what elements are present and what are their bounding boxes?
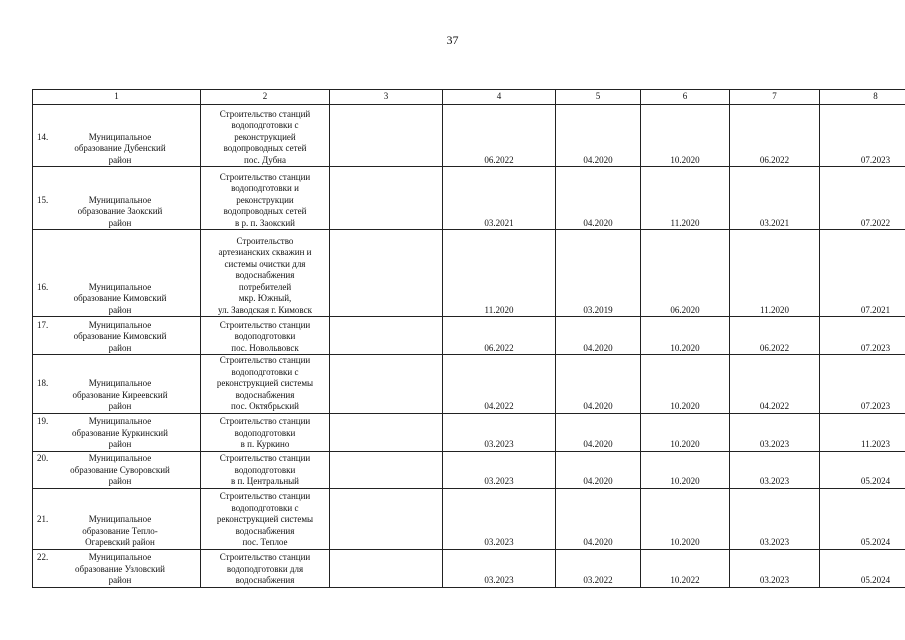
project-description: Строительство станций водоподготовки с реконструкцией водопроводных сетей пос. Дубна <box>201 105 330 167</box>
municipality-name: Муниципальное образование Кимовский район <box>73 281 167 315</box>
date-cell-col6: 10.2020 <box>641 488 730 549</box>
row-number: 17. <box>37 319 49 330</box>
date-cell-col6: 11.2020 <box>641 167 730 230</box>
date-cell-col3 <box>330 413 443 451</box>
date-cell-col5: 04.2020 <box>556 317 641 355</box>
municipality-cell <box>33 451 201 488</box>
row-number: 16. <box>37 281 49 292</box>
date-cell-col6: 10.2020 <box>641 355 730 414</box>
date-cell-col3 <box>330 355 443 414</box>
municipality-cell <box>33 105 201 167</box>
date-cell-col6: 10.2020 <box>641 451 730 488</box>
date-cell-col3 <box>330 549 443 587</box>
date-cell-col7: 03.2023 <box>730 549 820 587</box>
date-cell-col8: 07.2022 <box>820 167 905 230</box>
table-row <box>33 230 905 317</box>
date-cell-col6: 10.2020 <box>641 105 730 167</box>
date-cell-col3 <box>330 167 443 230</box>
table-row <box>33 317 905 355</box>
date-cell-col5: 04.2020 <box>556 451 641 488</box>
date-cell-col7: 03.2023 <box>730 451 820 488</box>
table-row <box>33 105 905 167</box>
date-cell-col4: 03.2023 <box>443 488 556 549</box>
project-description: Строительство станции водоподготовки в п. Центральный <box>201 451 330 488</box>
date-cell-col4: 04.2022 <box>443 355 556 414</box>
date-cell-col7: 06.2022 <box>730 317 820 355</box>
date-cell-col8: 05.2024 <box>820 451 905 488</box>
date-cell-col6: 10.2020 <box>641 413 730 451</box>
date-cell-col5: 04.2020 <box>556 355 641 414</box>
municipality-cell <box>33 413 201 451</box>
page-number: 37 <box>446 33 459 47</box>
header-cell: 6 <box>641 90 730 105</box>
date-cell-col8: 07.2023 <box>820 355 905 414</box>
municipality-name: Муниципальное образование Заокский район <box>77 194 163 228</box>
municipality-name: Муниципальное образование Кимовский район <box>73 319 167 353</box>
header-cell: 2 <box>201 90 330 105</box>
date-cell-col5: 04.2020 <box>556 488 641 549</box>
date-cell-col7: 03.2023 <box>730 413 820 451</box>
date-cell-col3 <box>330 317 443 355</box>
date-cell-col4: 03.2023 <box>443 549 556 587</box>
project-description: Строительство станции водоподготовки для водоснабжения <box>201 549 330 587</box>
date-cell-col8: 11.2023 <box>820 413 905 451</box>
municipality-cell <box>33 355 201 414</box>
table-body <box>33 105 905 588</box>
header-cell: 4 <box>443 90 556 105</box>
project-description: Строительство станции водоподготовки пос. Новольвовск <box>201 317 330 355</box>
table-row <box>33 355 905 414</box>
date-cell-col4: 11.2020 <box>443 230 556 317</box>
municipality-name: Муниципальное образование Дубенский район <box>74 131 166 165</box>
municipality-name: Муниципальное образование Узловский район <box>75 552 165 585</box>
table-row <box>33 549 905 587</box>
municipality-name: Муниципальное образование Куркинский район <box>72 416 168 449</box>
municipality-cell <box>33 317 201 355</box>
date-cell-col3 <box>330 105 443 167</box>
municipality-name: Муниципальное образование Суворовский район <box>70 453 170 486</box>
municipality-name: Муниципальное образование Тепло- Огаревский район <box>82 514 158 547</box>
date-cell-col6: 10.2020 <box>641 317 730 355</box>
header-cell: 8 <box>820 90 905 105</box>
header-cell: 5 <box>556 90 641 105</box>
date-cell-col4: 06.2022 <box>443 105 556 167</box>
date-cell-col5: 04.2020 <box>556 105 641 167</box>
date-cell-col7: 03.2023 <box>730 488 820 549</box>
header-cell: 3 <box>330 90 443 105</box>
table-row <box>33 413 905 451</box>
date-cell-col6: 06.2020 <box>641 230 730 317</box>
date-cell-col8: 07.2023 <box>820 105 905 167</box>
municipality-cell <box>33 549 201 587</box>
row-number: 15. <box>37 194 49 205</box>
project-description: Строительство артезианских скважин и системы очистки для водоснабжения потребителей мкр. Южный, ул. Заводская г. Кимовск <box>201 230 330 317</box>
row-number: 18. <box>37 378 49 388</box>
date-cell-col4: 03.2021 <box>443 167 556 230</box>
row-number: 21. <box>37 514 49 524</box>
date-cell-col3 <box>330 230 443 317</box>
table-row <box>33 488 905 549</box>
municipality-cell <box>33 230 201 317</box>
row-number: 19. <box>37 416 49 426</box>
date-cell-col4: 06.2022 <box>443 317 556 355</box>
project-description: Строительство станции водоподготовки и реконструкции водопроводных сетей в р. п. Заокский <box>201 167 330 230</box>
date-cell-col5: 04.2020 <box>556 413 641 451</box>
municipality-cell <box>33 488 201 549</box>
municipality-name: Муниципальное образование Киреевский район <box>72 378 168 411</box>
project-description: Строительство станции водоподготовки в п. Куркино <box>201 413 330 451</box>
table-row <box>33 451 905 488</box>
date-cell-col3 <box>330 451 443 488</box>
row-number: 20. <box>37 453 49 463</box>
date-cell-col8: 07.2023 <box>820 317 905 355</box>
date-cell-col7: 04.2022 <box>730 355 820 414</box>
date-cell-col7: 03.2021 <box>730 167 820 230</box>
date-cell-col7: 11.2020 <box>730 230 820 317</box>
municipality-cell <box>33 167 201 230</box>
row-number: 14. <box>37 131 49 142</box>
header-cell: 1 <box>33 90 201 105</box>
project-description: Строительство станции водоподготовки с реконструкцией системы водоснабжения пос. Октябрьский <box>201 355 330 414</box>
date-cell-col5: 03.2019 <box>556 230 641 317</box>
date-cell-col4: 03.2023 <box>443 451 556 488</box>
table-row <box>33 167 905 230</box>
project-description: Строительство станции водоподготовки с реконструкцией системы водоснабжения пос. Теплое <box>201 488 330 549</box>
date-cell-col8: 05.2024 <box>820 488 905 549</box>
date-cell-col5: 04.2020 <box>556 167 641 230</box>
table-header <box>33 90 905 105</box>
date-cell-col8: 07.2021 <box>820 230 905 317</box>
schedule-table <box>32 89 905 588</box>
date-cell-col7: 06.2022 <box>730 105 820 167</box>
date-cell-col8: 05.2024 <box>820 549 905 587</box>
row-number: 22. <box>37 552 49 562</box>
date-cell-col6: 10.2022 <box>641 549 730 587</box>
date-cell-col3 <box>330 488 443 549</box>
date-cell-col5: 03.2022 <box>556 549 641 587</box>
header-cell: 7 <box>730 90 820 105</box>
date-cell-col4: 03.2023 <box>443 413 556 451</box>
